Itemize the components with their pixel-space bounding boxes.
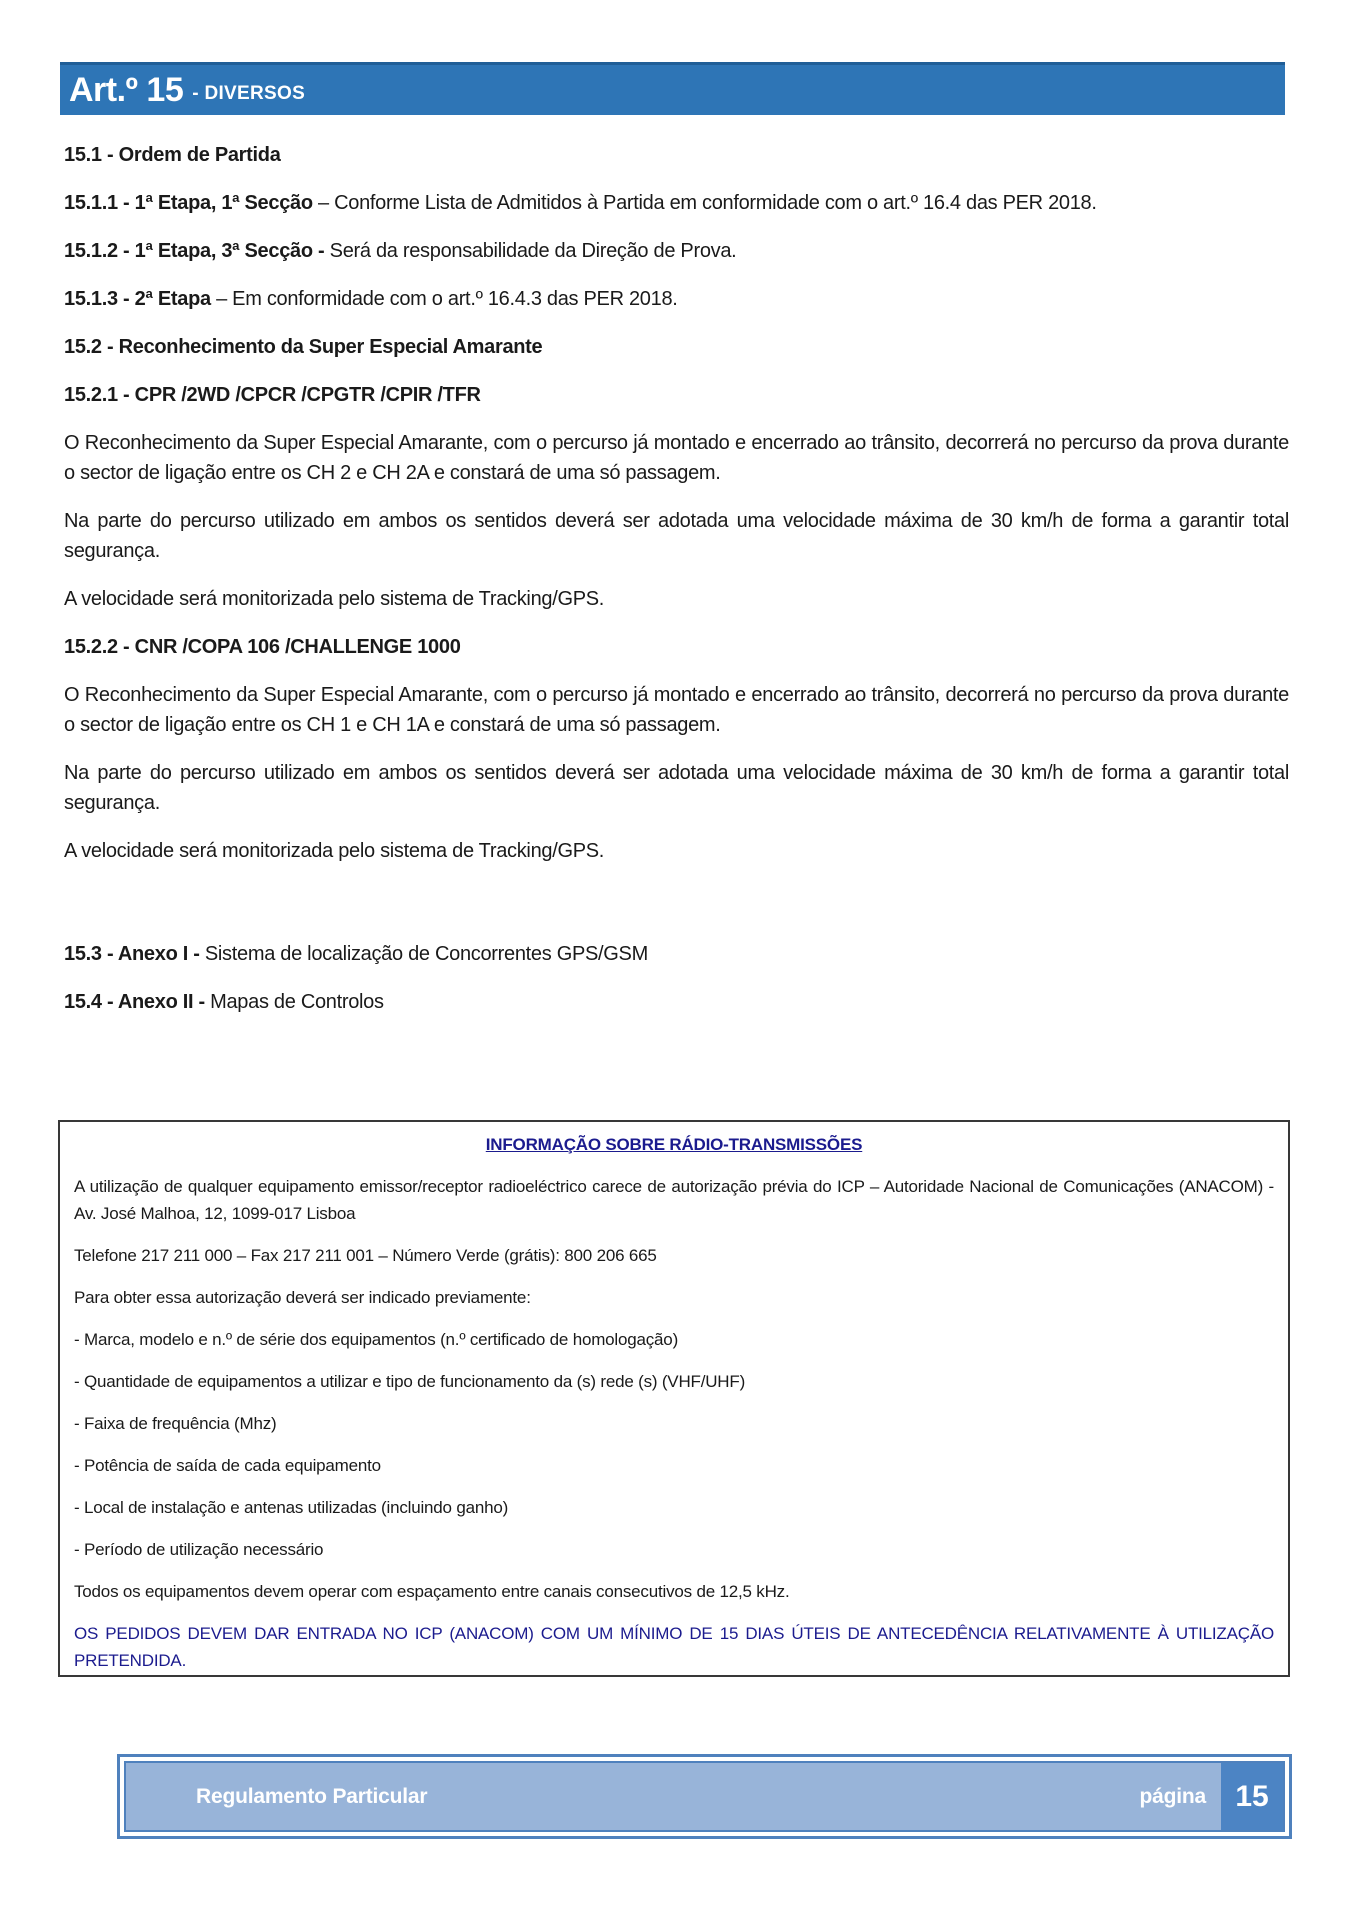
info-box-paragraphs — [74, 1173, 1274, 1674]
section-heading: 15.2.2 - CNR /COPA 106 /CHALLENGE 1000 — [64, 636, 461, 658]
footer-page-number: 15 — [1221, 1763, 1283, 1830]
info-box-paragraph: - Quantidade de equipamentos a utilizar e tipo de funcionamento da (s) rede (s) (VHF/UHF) — [74, 1372, 746, 1391]
info-box-paragraph: - Local de instalação e antenas utilizadas (incluindo ganho) — [74, 1498, 509, 1517]
info-box-paragraph: A utilização de qualquer equipamento emissor/receptor radioeléctrico carece de autorização prévia do ICP – Autoridade Nacional de Comunicações (ANACOM) - Av. José Malhoa, 12, 1099-017 Lisboa — [74, 1177, 1274, 1223]
section-paragraph: O Reconhecimento da Super Especial Amarante, com o percurso já montado e encerrado ao trânsito, decorrerá no percurso da prova durante o sector de ligação entre os CH 1 e CH 1A e constará de uma só passagem. — [64, 684, 1289, 736]
info-box-paragraph: - Potência de saída de cada equipamento — [74, 1456, 381, 1475]
section-paragraph: A velocidade será monitorizada pelo sistema de Tracking/GPS. — [64, 840, 605, 862]
info-box-paragraph: Para obter essa autorização deverá ser indicado previamente: — [74, 1288, 531, 1307]
article-title-bar — [60, 62, 1285, 115]
section-heading: 15.2 - Reconhecimento da Super Especial Amarante — [64, 336, 543, 358]
section-paragraph: A velocidade será monitorizada pelo sistema de Tracking/GPS. — [64, 588, 605, 610]
section-paragraph: 15.1.3 - 2ª Etapa – Em conformidade com o art.º 16.4.3 das PER 2018. — [64, 288, 678, 310]
info-box-title: INFORMAÇÃO SOBRE RÁDIO-TRANSMISSÕES — [485, 1135, 863, 1154]
content-sections — [64, 140, 1289, 1035]
section-heading: 15.2.1 - CPR /2WD /CPCR /CPGTR /CPIR /TFR — [64, 384, 481, 406]
info-box-paragraph: - Faixa de frequência (Mhz) — [74, 1414, 277, 1433]
section-paragraph: O Reconhecimento da Super Especial Amarante, com o percurso já montado e encerrado ao trânsito, decorrerá no percurso da prova durante o sector de ligação entre os CH 2 e CH 2A e constará de uma só passagem. — [64, 432, 1289, 484]
article-subtitle: - DIVERSOS — [192, 82, 306, 104]
section-paragraph: 15.1.1 - 1ª Etapa, 1ª Secção – Conforme Lista de Admitidos à Partida em conformidade com o art.º 16.4 das PER 2018. — [64, 192, 1097, 214]
footer-bar — [124, 1761, 1285, 1832]
footer-document-label: Regulamento Particular — [196, 1784, 428, 1808]
section-paragraph: 15.4 - Anexo II - Mapas de Controlos — [64, 991, 384, 1013]
info-box-paragraph: - Período de utilização necessário — [74, 1540, 324, 1559]
section-paragraph: 15.1.2 - 1ª Etapa, 3ª Secção - Será da responsabilidade da Direção de Prova. — [64, 240, 737, 262]
section-paragraph: Na parte do percurso utilizado em ambos os sentidos deverá ser adotada uma velocidade máxima de 30 km/h de forma a garantir total segurança. — [64, 510, 1289, 562]
section-paragraph: Na parte do percurso utilizado em ambos os sentidos deverá ser adotada uma velocidade máxima de 30 km/h de forma a garantir total segurança. — [64, 762, 1289, 814]
info-box-paragraph: Todos os equipamentos devem operar com espaçamento entre canais consecutivos de 12,5 kHz. — [74, 1582, 790, 1601]
article-number: Art.º 15 — [69, 71, 184, 109]
info-box-paragraph: - Marca, modelo e n.º de série dos equipamentos (n.º certificado de homologação) — [74, 1330, 679, 1349]
section-heading: 15.1 - Ordem de Partida — [64, 144, 281, 166]
paragraph-spacer — [64, 884, 1289, 939]
info-box-notice: OS PEDIDOS DEVEM DAR ENTRADA NO ICP (ANACOM) COM UM MÍNIMO DE 15 DIAS ÚTEIS DE ANTECEDÊNCIA RELATIVAMENTE À UTILIZAÇÃO PRETENDIDA. — [74, 1624, 1274, 1670]
page-footer — [117, 1754, 1292, 1839]
info-box-paragraph: Telefone 217 211 000 – Fax 217 211 001 – Número Verde (grátis): 800 206 665 — [74, 1246, 657, 1265]
section-paragraph: 15.3 - Anexo I - Sistema de localização de Concorrentes GPS/GSM — [64, 943, 648, 965]
radio-info-box — [58, 1120, 1290, 1677]
footer-page-label: página — [1139, 1784, 1206, 1808]
